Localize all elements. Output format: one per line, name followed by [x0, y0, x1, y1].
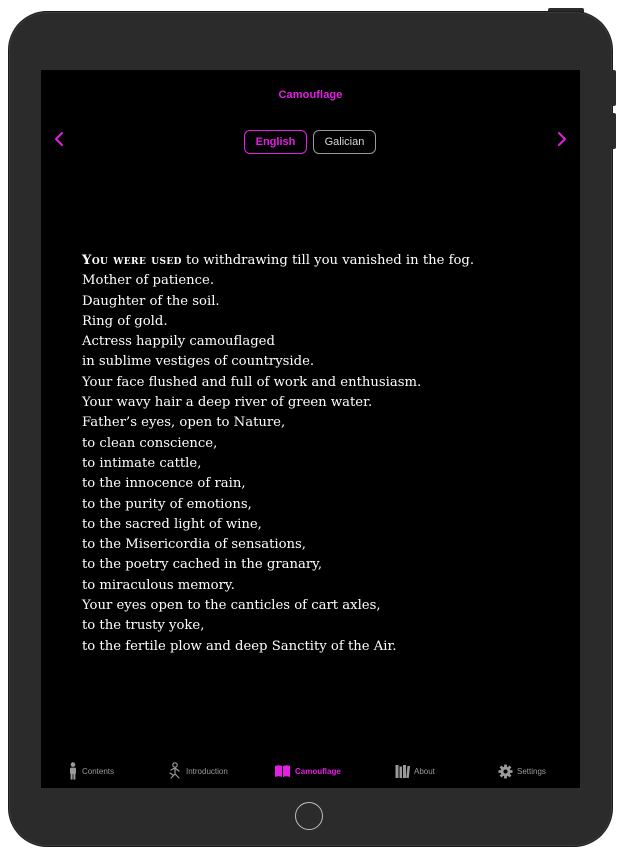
app-screen [41, 70, 580, 788]
tab-introduction-label: Introduction [186, 766, 228, 776]
poem-line: to the innocence of rain, [82, 476, 246, 492]
language-english-button[interactable]: English [244, 130, 307, 154]
bottom-tab-bar [41, 758, 580, 784]
poem-first-line: to withdrawing till you vanished in the fog. [181, 253, 475, 268]
poem-line: to the trusty yoke, [82, 618, 205, 634]
next-page-button[interactable] [552, 128, 572, 150]
poem-line: Your eyes open to the canticles of cart axles, [82, 598, 381, 614]
tab-settings[interactable] [498, 758, 546, 784]
tab-contents-label: Contents [82, 766, 115, 776]
poem-line: Father’s eyes, open to Nature, [82, 415, 286, 431]
poem-line: to intimate cattle, [82, 455, 202, 471]
poem-line: to the Misericordia of sensations, [82, 537, 306, 553]
poem-line: to the sacred light of wine, [82, 516, 262, 532]
poem-lead-in: You were used [82, 253, 182, 268]
writer-icon [168, 762, 182, 780]
poem-line: Mother of patience. [82, 273, 215, 289]
language-toggle [244, 130, 376, 154]
gear-icon [498, 764, 513, 779]
volume-down-button [611, 113, 616, 149]
previous-page-button[interactable] [49, 128, 69, 150]
chevron-right-icon [552, 128, 572, 150]
poem-line: to clean conscience, [82, 435, 218, 451]
tab-settings-label: Settings [517, 766, 546, 776]
chevron-left-icon [49, 128, 69, 150]
person-icon [68, 762, 78, 780]
poem-line [82, 251, 562, 271]
home-button[interactable] [295, 802, 323, 830]
tab-about-label: About [414, 766, 435, 776]
tab-contents[interactable] [68, 758, 114, 784]
poem-line: to the purity of emotions, [82, 496, 252, 512]
poem-line: Your face flushed and full of work and enthusiasm. [82, 374, 422, 390]
books-icon [395, 764, 410, 779]
tab-camouflage[interactable] [274, 758, 341, 784]
volume-up-button [611, 70, 616, 106]
poem-line: Actress happily camouflaged [82, 334, 275, 350]
poem-line: Daughter of the soil. [82, 293, 220, 309]
poem-text [82, 251, 562, 657]
poem-line: to the poetry cached in the granary, [82, 557, 323, 573]
poem-line: Ring of gold. [82, 313, 168, 329]
open-book-icon [274, 764, 291, 778]
page-title: Camouflage [278, 89, 343, 101]
tab-camouflage-label: Camouflage [295, 766, 341, 776]
poem-line: to the fertile plow and deep Sanctity of the Air. [82, 638, 397, 654]
poem-line: to miraculous memory. [82, 577, 235, 593]
poem-line: in sublime vestiges of countryside. [82, 354, 315, 370]
poem-line: Your wavy hair a deep river of green water. [82, 395, 373, 411]
tab-about[interactable] [395, 758, 435, 784]
language-galician-button[interactable]: Galician [313, 130, 376, 154]
tab-introduction[interactable] [168, 758, 228, 784]
